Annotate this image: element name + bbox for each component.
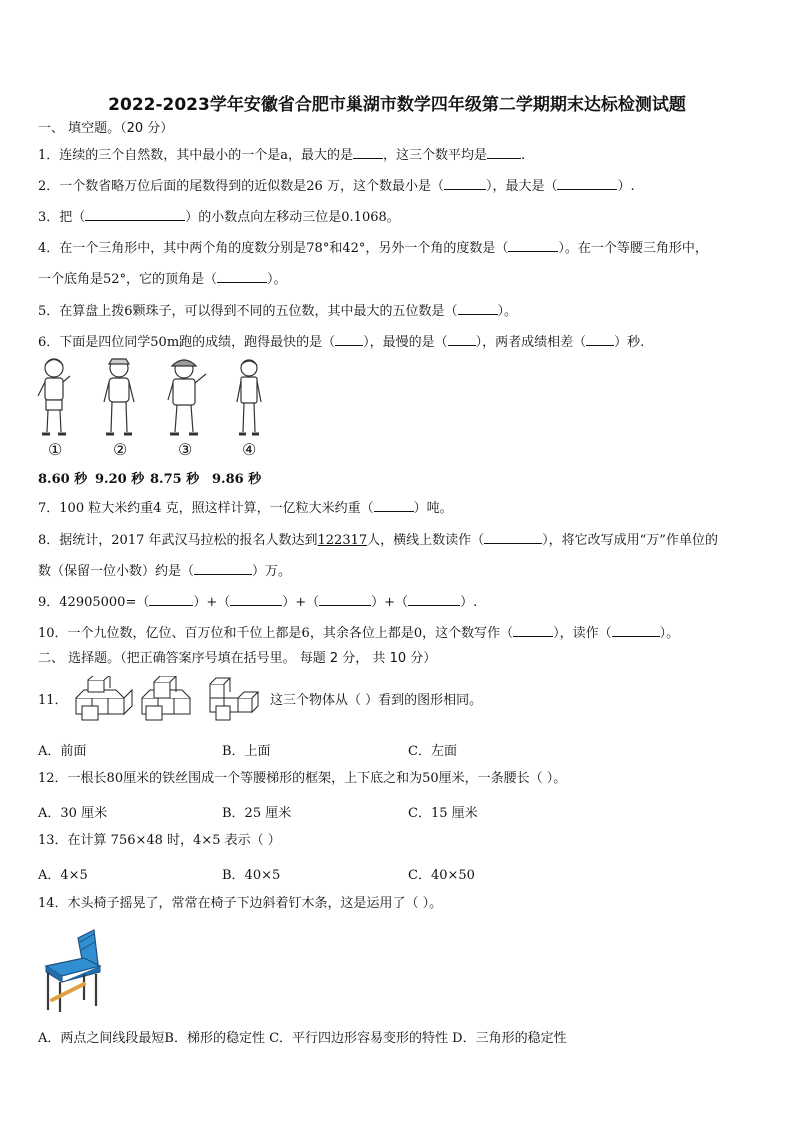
question-3: 3．把（ ）的小数点向左移动三位是0.1068。: [38, 210, 400, 225]
section-heading-fill: 一、 填空题。（20 分）: [38, 121, 174, 136]
answer-blank[interactable]: [408, 594, 460, 606]
question-10: 10．一个九位数，亿位、百万位和千位上都是6，其余各位上都是0，这个数写作（ ），读作（ ）。: [38, 626, 680, 641]
answer-blank[interactable]: [319, 594, 371, 606]
student-label: ①: [48, 440, 63, 459]
answer-blank[interactable]: [85, 209, 185, 221]
answer-blank[interactable]: [612, 625, 660, 637]
option-c[interactable]: C．40×50: [408, 868, 475, 883]
answer-blank[interactable]: [444, 178, 486, 190]
answer-blank[interactable]: [448, 334, 476, 346]
question-6: 6．下面是四位同学50m跑的成绩，跑得最快的是（ ），最慢的是（ ），两者成绩相差（ ）秒.: [38, 335, 645, 350]
answer-blank[interactable]: [513, 625, 553, 637]
question-1: 1．连续的三个自然数，其中最小的一个是a，最大的是 ，这三个数平均是 .: [38, 148, 526, 163]
answer-blank[interactable]: [230, 594, 282, 606]
answer-blank[interactable]: [586, 334, 614, 346]
question-11-text: 这三个物体从（ ）看到的图形相同。: [270, 693, 483, 708]
student-label: ②: [113, 440, 128, 459]
question-11-number: 11．: [38, 693, 68, 708]
question-14: 14．木头椅子摇晃了，常常在椅子下边斜着钉木条，这是运用了（ ）。: [38, 896, 443, 911]
student-time: 9.20 秒: [95, 472, 145, 487]
page-title: 2022-2023学年安徽省合肥市巢湖市数学四年级第二学期期末达标检测试题: [108, 95, 686, 115]
answer-blank[interactable]: [149, 594, 193, 606]
question-8-line-2: 数（保留一位小数）约是（ ）万。: [38, 564, 292, 579]
answer-blank[interactable]: [335, 334, 363, 346]
question-14-options[interactable]: A．两点之间线段最短B．梯形的稳定性 C．平行四边形容易变形的特性 D．三角形的稳定性: [38, 1031, 567, 1046]
answer-blank[interactable]: [194, 563, 252, 575]
answer-blank[interactable]: [484, 532, 542, 544]
option-a[interactable]: A．30 厘米: [38, 806, 108, 821]
answer-blank[interactable]: [374, 500, 414, 512]
option-b[interactable]: B．40×5: [222, 868, 281, 883]
answer-blank[interactable]: [508, 240, 558, 252]
answer-blank[interactable]: [557, 178, 617, 190]
answer-blank[interactable]: [487, 147, 521, 159]
question-5: 5．在算盘上拨6颗珠子，可以得到不同的五位数，其中最大的五位数是（ ）。: [38, 304, 518, 319]
option-b[interactable]: B．25 厘米: [222, 806, 292, 821]
option-c[interactable]: C．左面: [408, 744, 457, 759]
question-4-line-2: 一个底角是52°，它的顶角是（ ）。: [38, 272, 287, 287]
student-time: 8.60 秒: [38, 472, 88, 487]
question-4: 4．在一个三角形中，其中两个角的度数分别是78°和42°，另外一个角的度数是（ ）。在一个等腰三角形中，: [38, 241, 708, 256]
cube-group-2: [142, 676, 190, 720]
chair-image: [40, 928, 110, 1014]
section-heading-choice: 二、 选择题。（把正确答案序号填在括号里。 每题 2 分， 共 10 分）: [38, 651, 437, 666]
option-b[interactable]: B．上面: [222, 744, 271, 759]
question-7: 7．100 粒大米约重4 克，照这样计算，一亿粒大米约重（ ）吨。: [38, 501, 453, 516]
question-8: 8．据统计，2017 年武汉马拉松的报名人数达到122317人，横线上数读作（ ），将它改写成用“万”作单位的: [38, 533, 718, 548]
question-9: 9．42905000=（ ）+（ ）+（ ）+（ ）.: [38, 595, 478, 610]
student-4-figure: [237, 360, 261, 434]
student-time: 8.75 秒: [150, 472, 200, 487]
student-label: ③: [178, 440, 193, 459]
question-2: 2．一个数省略万位后面的尾数得到的近似数是26 万，这个数最小是（ ），最大是（ ）.: [38, 179, 635, 194]
cube-figures: [70, 676, 266, 722]
question-12: 12．一根长80厘米的铁丝围成一个等腰梯形的框架，上下底之和为50厘米，一条腰长（ ）。: [38, 771, 567, 786]
cube-group-3: [210, 678, 258, 720]
answer-blank[interactable]: [353, 147, 383, 159]
option-a[interactable]: A．前面: [38, 744, 87, 759]
answer-blank[interactable]: [458, 303, 498, 315]
student-1-figure: [38, 359, 70, 434]
student-label: ④: [242, 440, 257, 459]
option-c[interactable]: C．15 厘米: [408, 806, 478, 821]
student-time: 9.86 秒: [212, 472, 262, 487]
answer-blank[interactable]: [217, 271, 267, 283]
student-2-figure: [104, 359, 134, 434]
question-13: 13．在计算 756×48 时，4×5 表示（ ）: [38, 833, 281, 848]
student-3-figure: [168, 360, 206, 434]
underlined-number: 122317: [317, 533, 368, 548]
option-a[interactable]: A．4×5: [38, 868, 88, 883]
students-illustration: [34, 356, 274, 444]
cube-group-1: [76, 676, 132, 720]
